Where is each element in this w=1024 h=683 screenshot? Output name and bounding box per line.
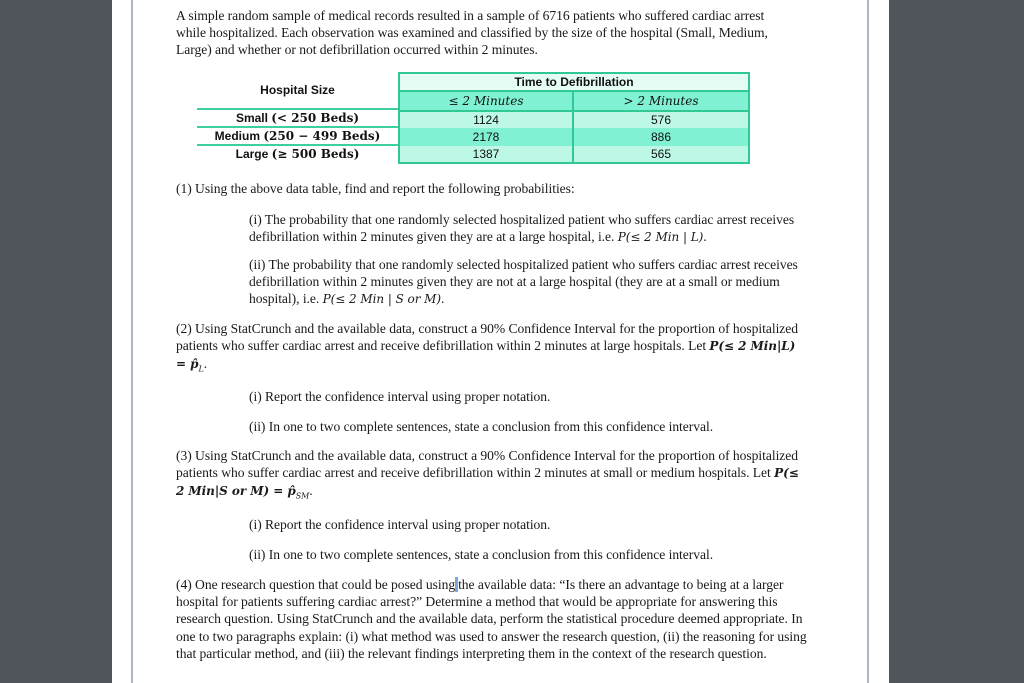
question-2-part-ii[interactable]: [249, 418, 804, 435]
row-label-text: Large: [235, 147, 269, 161]
question-3-prompt[interactable]: (3) Using StatCrunch and the available data, construct a 90% Confidence Interval for the proportion of hospitalized patients who suffer cardiac arrest and receive defibrillation within 2 minutes at small or medium hospitals. Let P(≤ 2 Min|S or $M) = p̂_{SM}$.: [176, 448, 799, 502]
cell-small-le2: 1124: [400, 110, 574, 128]
question-1-part-ii[interactable]: (ii) The probability that one randomly selected hospitalized patient who suffers cardiac arrest receives defibrillation within 2 minutes given they are not at a large hospital (they are at a small or medium hospital), i.e. P(≤ 2 Min | S or M).: [249, 257, 798, 307]
q3-prompt-text: (3) Using StatCrunch and the available data, construct a 90% Confidence Interval for the proportion of hospitalized patients who suffer cardiac arrest and receive defibrillation within 2 minutes at small or medium hospitals. Let: [176, 448, 799, 481]
q2-ii-text: (ii) In one to two complete sentences, state a conclusion from this confidence interval.: [249, 419, 714, 434]
q3-math-subscript: SM: [295, 492, 310, 502]
question-4-prompt[interactable]: [176, 576, 808, 662]
cell-medium-le2: 2178: [400, 128, 574, 146]
q4-text-before-cursor: (4) One research question that could be posed using: [176, 577, 456, 592]
document-page: [112, 0, 889, 683]
right-margin-guide: [867, 0, 869, 683]
q3-math: P(≤ 2 Min|S or M) = p̂: [176, 466, 799, 499]
q1-i-text: (i) The probability that one randomly selected hospitalized patient who suffers cardiac arrest receives defibrillation within 2 minutes given they are at a large hospital, i.e.: [249, 212, 795, 245]
cell-small-gt2: 576: [574, 110, 748, 128]
question-1-prompt[interactable]: [176, 180, 796, 197]
question-2-prompt[interactable]: (2) Using StatCrunch and the available data, construct a 90% Confidence Interval for the proportion of hospitalized patients who suffer cardiac arrest and receive defibrillation within 2 minutes at large hospitals. Let P(≤ 2 $Min|L) = p̂_L$.: [176, 321, 799, 375]
row-label-text: Small: [235, 111, 268, 125]
q3-ii-text: (ii) In one to two complete sentences, state a conclusion from this confidence interval.: [249, 547, 714, 562]
row-label-range: (≥ 500 Beds): [271, 147, 360, 161]
cell-medium-gt2: 886: [574, 128, 748, 146]
row-label-range: (250 − 499 Beds): [263, 129, 381, 143]
table-data-grid: [398, 72, 750, 164]
question-3-part-ii[interactable]: [249, 546, 804, 563]
row-label-small: [197, 108, 398, 126]
cell-large-gt2: 565: [574, 146, 748, 162]
intro-text: A simple random sample of medical records resulted in a sample of 6716 patients who suffered cardiac arrest while hospitalized. Each observation was examined and classified by the size of the hospital (Small, Medium, Large) and whether or not defibrillation occurred within 2 minutes.: [176, 8, 768, 58]
row-label-text: Medium: [214, 129, 261, 143]
data-table: [197, 72, 750, 164]
q4-text-after-cursor: the available data: “Is there an advantage to being at a larger hospital for patients suffering cardiac arrest?” Determine a method that would be appropriate for answering this research question. Using StatCrunch and the available data, perform the statistical procedure deemed appropriate. In one to two paragraphs explain: (i) what method was used to answer the research question, (ii) the reasoning for using that particular method, and (iii) the relevant findings interpreting them in the context of the research question.: [176, 577, 807, 661]
q2-prompt-text: (2) Using StatCrunch and the available data, construct a 90% Confidence Interval for the proportion of hospitalized patients who suffer cardiac arrest and receive defibrillation within 2 minutes at large hospitals. Let: [176, 321, 799, 354]
row-label-range: (< 250 Beds): [271, 111, 360, 125]
hospital-size-header: Hospital Size: [260, 83, 335, 97]
row-label-large: [197, 144, 398, 162]
q2-math: P(≤ 2 Min|L) = p̂: [176, 339, 796, 372]
question-3-part-i[interactable]: [249, 516, 804, 533]
q2-i-text: (i) Report the confidence interval using proper notation.: [249, 389, 551, 404]
question-2-part-i[interactable]: [249, 388, 804, 405]
q1-prompt-text: (1) Using the above data table, find and report the following probabilities:: [176, 181, 575, 196]
q1-ii-math: P(≤ 2 Min | S or M): [322, 292, 442, 307]
col-header-gt-2-min: > 2 Minutes: [574, 92, 748, 110]
question-1-part-i[interactable]: (i) The probability that one randomly selected hospitalized patient who suffers cardiac arrest receives defibrillation within 2 minutes given they are at a large hospital, i.e. P(≤ 2 Min | L).: [249, 212, 795, 245]
intro-paragraph[interactable]: [176, 7, 796, 59]
cell-large-le2: 1387: [400, 146, 574, 162]
q2-math-subscript: L: [198, 365, 204, 375]
col-header-le-2-min: ≤ 2 Minutes: [400, 92, 574, 110]
row-label-medium: [197, 126, 398, 144]
time-to-defibrillation-header: Time to Defibrillation: [400, 74, 748, 92]
q3-i-text: (i) Report the confidence interval using proper notation.: [249, 517, 551, 532]
left-margin-guide: [131, 0, 133, 683]
q1-i-math: P(≤ 2 Min | L): [617, 230, 704, 245]
q1-ii-text: (ii) The probability that one randomly selected hospitalized patient who suffers cardiac arrest receives defibrillation within 2 minutes given they are not at a large hospital (they are at a small or medium hospital), i.e.: [249, 257, 798, 307]
